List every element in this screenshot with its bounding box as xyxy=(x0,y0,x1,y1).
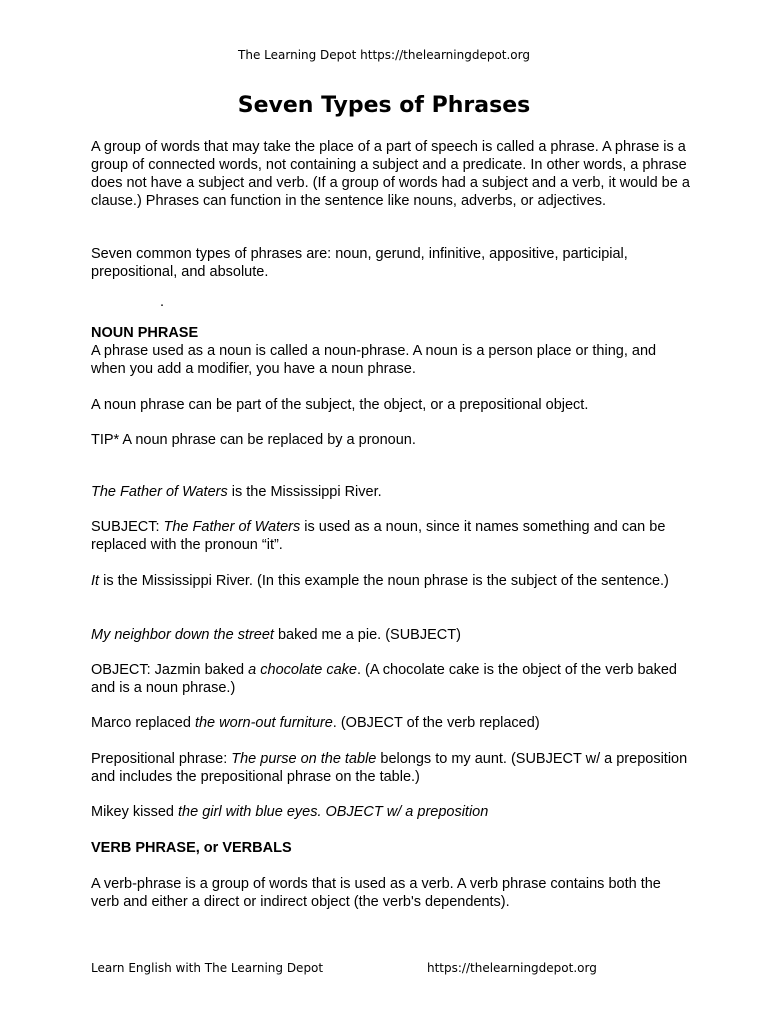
example-italic: a chocolate cake xyxy=(248,662,357,678)
example-object xyxy=(91,661,691,697)
example-text: . (OBJECT of the verb replaced) xyxy=(332,715,540,731)
noun-phrase-definition: A phrase used as a noun is called a noun-phrase. A noun is a person place or thing, and when you add a modifier, you have a noun phrase. xyxy=(91,343,657,377)
example-neighbor xyxy=(91,626,691,644)
example-prefix: Mikey kissed xyxy=(91,804,179,820)
example-text: is the Mississippi River. xyxy=(227,484,382,500)
example-prefix: OBJECT: Jazmin baked xyxy=(91,662,249,678)
example-italic: The Father of Waters xyxy=(163,519,301,535)
noun-phrase-heading: NOUN PHRASE xyxy=(91,325,199,341)
example-prefix: Prepositional phrase: xyxy=(91,751,232,767)
example-father-of-waters xyxy=(91,483,691,501)
example-subject xyxy=(91,518,691,554)
example-italic: The Father of Waters xyxy=(91,484,228,500)
noun-phrase-tip: TIP* A noun phrase can be replaced by a pronoun. xyxy=(91,432,416,448)
example-italic: The purse on the table xyxy=(231,751,377,767)
example-italic: It xyxy=(91,573,100,589)
footer-right: https://thelearningdepot.org xyxy=(427,961,597,975)
example-marco xyxy=(91,714,691,732)
example-mikey xyxy=(91,803,691,821)
footer-left: Learn English with The Learning Depot xyxy=(91,961,324,975)
stray-dot: . xyxy=(160,294,165,310)
verb-phrase-definition: A verb-phrase is a group of words that is used as a verb. A verb phrase contains both the verb and either a direct or indirect object (the verb's dependents). xyxy=(91,876,661,910)
noun-phrase-part-of: A noun phrase can be part of the subject, the object, or a prepositional object. xyxy=(91,397,589,413)
example-it xyxy=(91,572,691,590)
example-text: is used as a noun, since it names something and can be replaced with the pronoun “it”. xyxy=(91,519,666,553)
page-header: The Learning Depot https://thelearningdepot.org xyxy=(238,48,530,62)
types-list-paragraph: Seven common types of phrases are: noun, gerund, infinitive, appositive, participial, prepositional, and absolute. xyxy=(91,246,628,280)
page-title: Seven Types of Phrases xyxy=(237,93,531,118)
verb-phrase-heading: VERB PHRASE, or VERBALS xyxy=(91,840,292,856)
example-italic: the worn-out furniture xyxy=(194,715,333,731)
example-prepositional xyxy=(91,750,691,786)
example-text: . (A chocolate cake is the object of the verb baked and is a noun phrase.) xyxy=(91,662,677,696)
example-prefix: SUBJECT: xyxy=(91,519,164,535)
example-text: baked me a pie. (SUBJECT) xyxy=(273,627,461,643)
example-italic: My neighbor down the street xyxy=(91,627,274,643)
example-text: is the Mississippi River. (In this example the noun phrase is the subject of the sentence.) xyxy=(99,573,669,589)
example-text: belongs to my aunt. (SUBJECT w/ a preposition and includes the prepositional phrase on the table.) xyxy=(91,751,688,785)
intro-paragraph: A group of words that may take the place of a part of speech is called a phrase. A phrase is a group of connected words, not containing a subject and a predicate. In other words, a phrase does not have a subject and verb. (If a group of words had a subject and a verb, it would be a clause.) Phrases can function in the sentence like nouns, adverbs, or adjectives. xyxy=(91,139,690,209)
example-prefix: Marco replaced xyxy=(91,715,195,731)
example-italic: the girl with blue eyes. OBJECT w/ a preposition xyxy=(178,804,489,820)
